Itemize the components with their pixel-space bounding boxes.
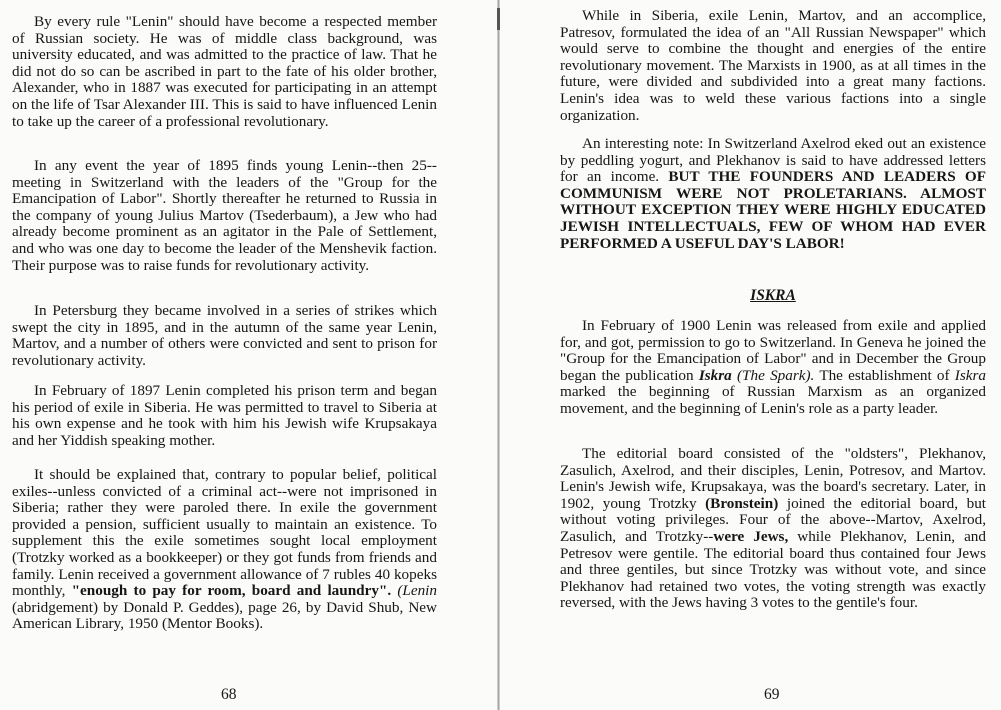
right-paragraph-3-text-a: In February of 1900 Lenin was released from exile and applied for, and got, permission to go to Switzerland. In Geneva he joined the "Group for the Emancipation of Labor" and in December the Group began the publication xyxy=(560,317,986,384)
right-page-number: 69 xyxy=(764,686,780,703)
iskra-title-2: Iskra xyxy=(954,366,986,384)
left-paragraph-2-text: In any event the year of 1895 finds young Lenin--then 25--meeting in Switzerland with the leaders of the "Group for the Emancipation of Labor". Shortly thereafter he returned to Russia in the company of young Julius Martov (Tsederbaum), a Jew who had already become prominent as an agitator in the Pale of Settlement, and who was one day to become the leader of the Menshevik faction. Their purpose was to raise funds for revolutionary activity. xyxy=(12,157,437,274)
left-paragraph-3-text: In Petersburg they became involved in a series of strikes which swept the city in 1895, and in the autumn of the same year Lenin, Martov, and a number of others were convicted and sent to prison for revolutionary activity. xyxy=(12,302,437,369)
spark-title: (The Spark). xyxy=(737,366,815,384)
section-heading-iskra: ISKRA xyxy=(750,287,796,304)
right-paragraph-3-text-c: marked the beginning of Russian Marxism as an organized movement, and the beginning of Lenin's role as a party leader. xyxy=(560,383,986,417)
left-paragraph-1-text: By every rule "Lenin" should have become a respected member of Russian society. He was of middle class background, was university educated, and was admitted to the practice of law. That he did not do so can be ascribed in part to the fate of his older brother, Alexander, who in 1887 was executed for participating in an attempt on the life of Tsar Alexander III. This is said to have influenced Lenin to take up the career of a professional revolutionary. xyxy=(12,13,437,130)
right-paragraph-1 xyxy=(560,8,986,124)
right-paragraph-2-bold-text: BUT THE FOUNDERS AND LEADERS OF COMMUNISM WERE NOT PROLETARIANS. ALMOST WITHOUT EXCEPTION THEY WERE HIGHLY EDUCATED JEWISH INTELLECTUALS, FEW OF WHOM HAD EVER PERFORMED A USEFUL DAY'S LABOR! xyxy=(560,168,987,252)
right-paragraph-2 xyxy=(560,136,986,252)
left-paragraph-4 xyxy=(12,383,437,449)
right-page xyxy=(500,0,1001,710)
left-page xyxy=(0,0,497,710)
right-paragraph-4 xyxy=(560,446,986,612)
were-jews-bold: were Jews, xyxy=(713,527,789,545)
right-paragraph-4-text-a: The editorial board consisted of the "oldsters", Plekhanov, Zasulich, Axelrod, and their disciples, Lenin, Potresov, and Martov. Lenin's Jewish wife, Krupsakaya, was the board's secretary. Later, in 1902, young Trotzky xyxy=(560,445,986,512)
right-paragraph-3 xyxy=(560,318,986,418)
left-paragraph-3 xyxy=(12,303,437,369)
left-paragraph-5-citation: (abridgement) by Donald P. Geddes), page 26, by David Shub, New American Library, 1950 (Mentor Books). xyxy=(12,598,437,633)
iskra-title-1: Iskra xyxy=(698,366,732,384)
left-page-number: 68 xyxy=(221,686,237,703)
right-paragraph-1-text: While in Siberia, exile Lenin, Martov, and an accomplice, Patresov, formulated the idea of an "All Russian Newspaper" which would serve to combine the thought and energies of the entire revolutionary movement. The Marxists in 1900, as at all times in the future, were divided and subdivided into a great many factions. Lenin's idea was to weld these various factions into a single organization. xyxy=(560,7,986,124)
left-paragraph-5-text: It should be explained that, contrary to popular belief, political exiles--unless convicted of a criminal act--were not imprisoned in Siberia; rather they were paroled there. In exile the government provided a pension, sufficient usually to maintain an existence. To supplement this the exile sometimes sought local employment (Trotzky worked as a bookkeeper) or they got funds from friends and family. Lenin received a government allowance of 7 rubles 40 kopeks monthly, xyxy=(12,466,437,600)
bronstein-bold: (Bronstein) xyxy=(705,494,779,512)
left-paragraph-5-quote: "enough to pay for room, board and laundry". xyxy=(71,582,392,600)
right-paragraph-4-text-b: joined the editorial board, but without voting privileges. Four of the above--Martov, Axelrod, Zasulich, and Trotzky-- xyxy=(560,494,987,545)
right-paragraph-2-text: An interesting note: In Switzerland Axelrod eked out an existence by peddling yogurt, and Plekhanov is said to have addressed letters for an income. xyxy=(560,135,986,186)
left-paragraph-4-text: In February of 1897 Lenin completed his prison term and began his period of exile in Siberia. He was permitted to travel to Siberia at his own expense and he took with him his Jewish wife Krupsakaya and her Yiddish speaking mother. xyxy=(12,382,437,449)
left-paragraph-5 xyxy=(12,467,437,633)
left-paragraph-2 xyxy=(12,158,437,274)
right-paragraph-3-text-b: The establishment of xyxy=(819,366,950,384)
right-paragraph-4-text-c: while Plekhanov, Lenin, and Petresov were gentile. The editorial board thus contained four Jews and three gentiles, but since Trotzky was without vote, and since Plekhanov had retained two votes, the voting strength was exactly reversed, with the Jews having 3 votes to the gentile's four. xyxy=(560,527,986,612)
left-paragraph-5-book-title: (Lenin xyxy=(397,582,437,600)
left-paragraph-1 xyxy=(12,14,437,130)
